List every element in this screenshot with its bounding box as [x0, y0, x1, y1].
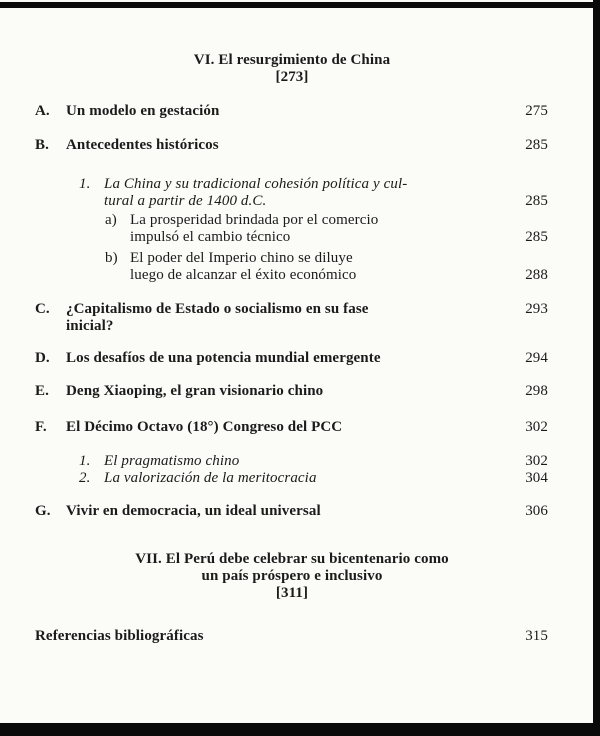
- entry-text-line: La valorización de la meritocracia: [104, 470, 317, 486]
- entry-marker: C.: [35, 301, 50, 317]
- entry-text: [66, 419, 504, 436]
- entry-marker: 1.: [79, 176, 91, 192]
- entry-text-line: Vivir en democracia, un ideal universal: [66, 503, 321, 519]
- entry-text: [66, 350, 504, 367]
- entry-page-number: 285: [525, 193, 548, 209]
- entry-text-line: El poder del Imperio chino se diluye: [130, 250, 353, 266]
- references-page-number: 315: [525, 628, 548, 644]
- section-vii-page-ref: [311]: [275, 585, 309, 601]
- entry-marker: b): [105, 250, 118, 266]
- entry-marker: 1.: [79, 453, 91, 469]
- entry-text-line: impulsó el cambio técnico: [130, 229, 291, 245]
- entry-marker: D.: [35, 350, 50, 366]
- entry-marker: F.: [35, 419, 47, 435]
- entry-text: [104, 470, 504, 487]
- entry-page-number: 306: [525, 503, 548, 519]
- toc-subentry-b1b: [0, 250, 548, 284]
- entry-text-line: Antecedentes históricos: [66, 137, 219, 153]
- references-label: [35, 628, 504, 645]
- section-vi-title: VI. El resurgimiento de China: [193, 52, 391, 68]
- entry-marker: B.: [35, 137, 49, 153]
- entry-marker: 2.: [79, 470, 91, 486]
- entry-page-number: 294: [525, 350, 548, 366]
- entry-text: [130, 250, 504, 284]
- toc-subentry-f1: [0, 453, 548, 470]
- entry-text-line: Deng Xiaoping, el gran visionario chino: [66, 383, 324, 399]
- toc-entry-e: [0, 383, 548, 400]
- toc-entry-c: [0, 301, 548, 335]
- section-vii-title-line2: un país próspero e inclusivo: [201, 568, 383, 584]
- entry-page-number: 275: [525, 103, 548, 119]
- references-row: [0, 628, 548, 645]
- entry-text-line: La China y su tradicional cohesión política y cul-: [104, 176, 408, 192]
- toc-subentry-b1a: [0, 212, 548, 246]
- entry-text-line: ¿Capitalismo de Estado o socialismo en su fase: [66, 301, 369, 317]
- toc-entry-f: [0, 419, 548, 436]
- entry-text-line: luego de alcanzar el éxito económico: [130, 267, 357, 283]
- entry-text: [66, 103, 504, 120]
- entry-text: [104, 453, 504, 470]
- entry-page-number: 288: [525, 267, 548, 283]
- toc-entry-d: [0, 350, 548, 367]
- toc-subentry-f2: [0, 470, 548, 487]
- toc-entry-g: [0, 503, 548, 520]
- toc-entry-b: [0, 137, 548, 154]
- entry-marker: A.: [35, 103, 50, 119]
- scan-edge-bottom: [0, 723, 600, 736]
- entry-page-number: 302: [525, 453, 548, 469]
- toc-subentry-b1: [0, 176, 548, 210]
- entry-text-line: El Décimo Octavo (18°) Congreso del PCC: [66, 419, 343, 435]
- entry-page-number: 298: [525, 383, 548, 399]
- entry-text: [66, 503, 504, 520]
- section-vi-heading: [0, 52, 548, 86]
- entry-text-line: inicial?: [66, 318, 114, 334]
- entry-marker: E.: [35, 383, 49, 399]
- entry-page-number: 285: [525, 137, 548, 153]
- section-vi-page-ref: [273]: [275, 69, 309, 85]
- entry-text: [66, 383, 504, 400]
- entry-text-line: Los desafíos de una potencia mundial emergente: [66, 350, 381, 366]
- entry-text: [66, 301, 504, 335]
- entry-page-number: 285: [525, 229, 548, 245]
- entry-text: [130, 212, 504, 246]
- toc-entry-a: [0, 103, 548, 120]
- section-vii-heading: [0, 551, 548, 602]
- section-vii-title-line1: VII. El Perú debe celebrar su bicentenario como: [135, 551, 449, 567]
- entry-text-line: tural a partir de 1400 d.C.: [104, 193, 267, 209]
- entry-page-number: 304: [525, 470, 548, 486]
- entry-text: [66, 137, 504, 154]
- entry-page-number: 293: [525, 301, 548, 317]
- entry-text-line: Un modelo en gestación: [66, 103, 220, 119]
- entry-text-line: El pragmatismo chino: [104, 453, 240, 469]
- entry-text-line: Referencias bibliográficas: [35, 628, 204, 644]
- entry-page-number: 302: [525, 419, 548, 435]
- entry-marker: G.: [35, 503, 51, 519]
- entry-text: [104, 176, 504, 210]
- entry-text-line: La prosperidad brindada por el comercio: [130, 212, 379, 228]
- entry-marker: a): [105, 212, 117, 228]
